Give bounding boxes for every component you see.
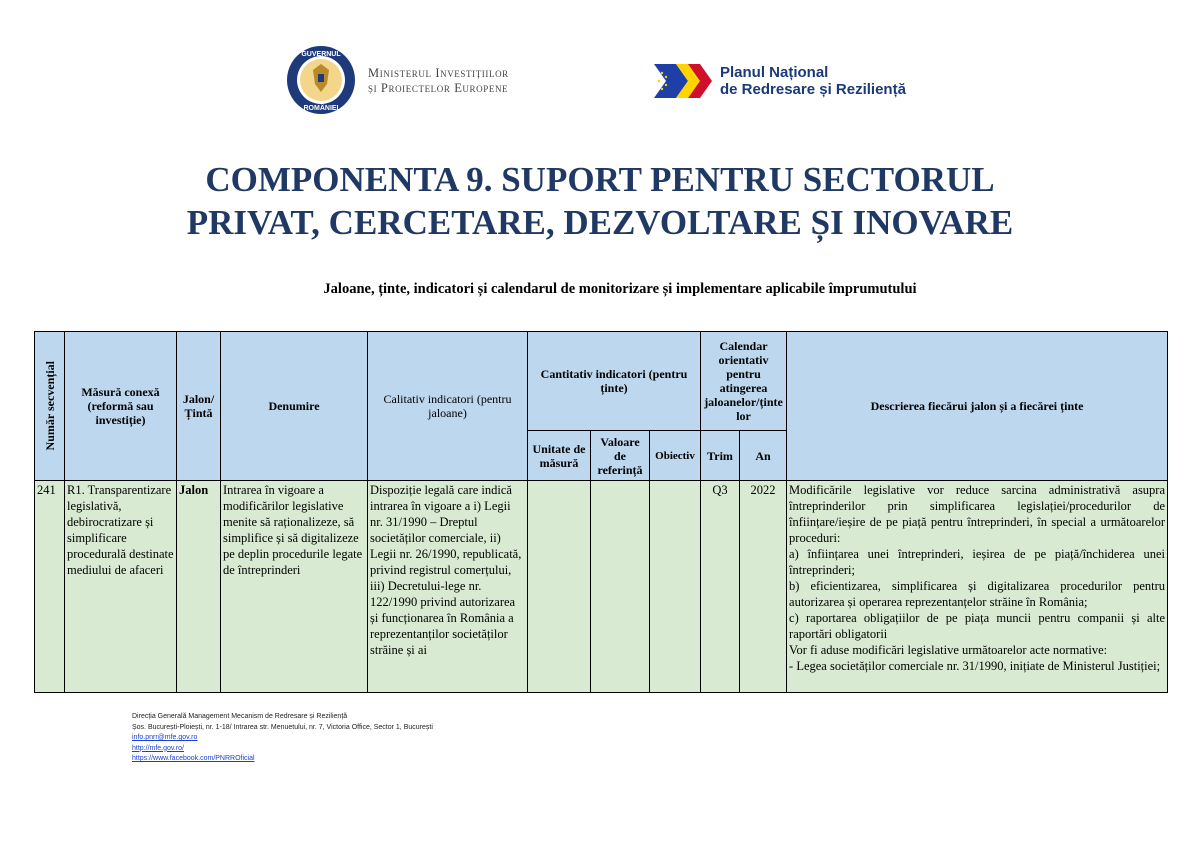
pnrr-flag-icon <box>654 64 714 98</box>
cell-denumire: Intrarea în vigoare a modificărilor legislative menite să raționalizeze, să simplifice și să digitalizeze pe deplin procedurile legate de întreprinderi <box>221 481 368 693</box>
footer <box>132 712 433 765</box>
header-nr-label: Număr secvențial <box>42 361 57 451</box>
cell-nr: 241 <box>35 481 65 693</box>
pnrr-line-1: Planul Național <box>720 64 829 81</box>
footer-department: Direcția Generală Management Mecanism de Redresare și Reziliență <box>132 713 348 720</box>
cell-masura: R1. Transparentizare legislativă, debirocratizare și simplificare procedurală destinate mediului de afaceri <box>65 481 177 693</box>
descriere-line: b) eficientizarea, simplificarea și digitalizarea procedurilor pentru autorizarea și operarea reprezentanțelor străine în România; <box>789 579 1166 609</box>
cell-valoare <box>591 481 650 693</box>
header-descriere: Descrierea fiecărui jalon și a fiecărei ținte <box>787 332 1168 481</box>
title-line-1: COMPONENTA 9. SUPORT PENTRU SECTORUL <box>205 160 995 199</box>
header-obiectiv: Obiectiv <box>650 431 701 481</box>
milestones-table <box>34 331 1168 693</box>
table-row <box>35 481 1168 693</box>
ministry-name <box>368 66 509 96</box>
header-an: An <box>740 431 787 481</box>
header-jalon: Jalon/ Țintă <box>177 332 221 481</box>
cell-obiectiv <box>650 481 701 693</box>
title-line-2: PRIVAT, CERCETARE, DEZVOLTARE ȘI INOVARE <box>186 203 1014 242</box>
government-seal-icon <box>285 44 357 116</box>
cell-unitate <box>528 481 591 693</box>
header-calitativ: Calitativ indicatori (pentru jaloane) <box>368 332 528 481</box>
header-denumire: Denumire <box>221 332 368 481</box>
header-nr <box>35 332 65 481</box>
cell-descriere <box>787 481 1168 693</box>
descriere-line: a) înființarea unei întreprinderi, ieșirea de pe piață/închiderea unei întreprinderi; <box>789 547 1166 577</box>
cell-an: 2022 <box>740 481 787 693</box>
cell-jalon: Jalon <box>177 481 221 693</box>
descriere-line: c) raportarea obligațiilor de pe piața muncii pentru companii și alte raportări obligatorii <box>789 611 1166 641</box>
descriere-line: Vor fi aduse modificări legislative următoarelor acte normative: <box>789 643 1108 657</box>
pnrr-name <box>720 64 906 98</box>
seal-top-text: GUVERNUL <box>301 51 341 58</box>
logo-row <box>0 44 1200 114</box>
header-masura: Măsură conexă (reformă sau investiție) <box>65 332 177 481</box>
pnrr-line-2: de Redresare și Reziliență <box>720 81 906 98</box>
cell-trim: Q3 <box>701 481 740 693</box>
descriere-line: Modificările legislative vor reduce sarcina administrativă asupra întreprinderilor prin simplificarea legislației/procedurilor de înființare/ieșire de pe piață pentru întreprinderi, în special a următoarelor proceduri: <box>789 483 1166 545</box>
header-valoare: Valoare de referință <box>591 431 650 481</box>
footer-web-link[interactable]: http://mfe.gov.ro/ <box>132 744 185 752</box>
header-calendar: Calendar orientativ pentru atingerea jaloanelor/ținte lor <box>701 332 787 431</box>
ministry-line-2: și Proiectelor Europene <box>368 81 509 95</box>
footer-email-link[interactable]: info.pnrr@mfe.gov.ro <box>132 734 198 741</box>
page-title <box>0 158 1200 244</box>
footer-facebook-link[interactable]: https://www.facebook.com/PNRROficial <box>132 755 255 762</box>
seal-bottom-text: ROMÂNIEI <box>303 105 339 112</box>
cell-calitativ: Dispoziție legală care indică intrarea în vigoare a i) Legii nr. 31/1990 – Dreptul societăților comerciale, ii) Legii nr. 26/1990, republicată, privind registrul comerțului, iii) Decretului-lege nr. 122/1990 privind autorizarea și funcționarea în România a reprezentanților societăților străine și ai <box>368 481 528 693</box>
footer-address: Șos. București-Ploiești, nr. 1-18/ Intrarea str. Menuetului, nr. 7, Victoria Office, Sector 1, București <box>132 723 433 731</box>
header-cantitativ: Cantitativ indicatori (pentru ținte) <box>528 332 701 431</box>
header-trim: Trim <box>701 431 740 481</box>
descriere-line: - Legea societăților comerciale nr. 31/1990, inițiate de Ministerul Justiției; <box>789 659 1161 673</box>
ministry-line-1: Ministerul Investițiilor <box>368 66 509 80</box>
page-subtitle: Jaloane, ținte, indicatori și calendarul de monitorizare și implementare aplicabile împrumutului <box>323 281 917 297</box>
header-unitate: Unitate de măsură <box>528 431 591 481</box>
